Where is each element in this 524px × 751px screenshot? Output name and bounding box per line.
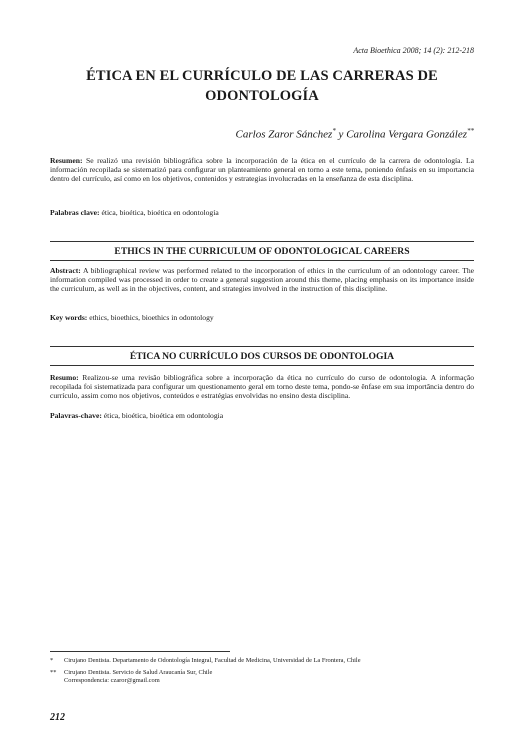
section-divider-bottom (50, 365, 474, 366)
spanish-abstract-label: Resumen: (50, 156, 83, 165)
footnote-2 (50, 669, 474, 685)
author-2-mark: ** (467, 127, 474, 135)
footnote-1-text: Cirujano Dentista. Departamento de Odontología Integral, Facultad de Medicina, Universidad de La Frontera, Chile (64, 657, 361, 664)
footnote-2-text: Cirujano Dentista. Servicio de Salud Araucanía Sur, Chile (64, 669, 213, 676)
english-keywords (50, 313, 474, 322)
author-1-name: Carlos Zaror Sánchez (235, 128, 333, 141)
portuguese-abstract-label: Resumo: (50, 373, 79, 382)
footnote-divider (50, 651, 230, 652)
section-divider-top (50, 346, 474, 347)
spanish-keywords (50, 208, 474, 217)
spanish-keywords-text: ética, bioética, bioética en odontología (99, 208, 219, 217)
footnote-2-mark: ** (50, 669, 57, 676)
portuguese-heading: ÉTICA NO CURRÍCULO DOS CURSOS DE ODONTOLOGIA (129, 351, 395, 362)
portuguese-keywords (50, 411, 474, 420)
english-heading: ETHICS IN THE CURRICULUM OF ODONTOLOGICAL CAREERS (114, 246, 410, 257)
spanish-abstract (50, 156, 474, 184)
portuguese-abstract-text: Realizou-se uma revisão bibliográfica sobre a incorporação da ética no currículo do curso de odontologia. A informação recopilada foi sistematizada para configurar um questionamento geral em torno deste tema, pondo-se ênfase em sua importância dentro do currículo, assim como nos objetivos, conteúdos e estratégias envolvidas no ensino desta disciplina. (50, 373, 474, 401)
spanish-keywords-label: Palabras clave: (50, 208, 100, 217)
spanish-abstract-text: Se realizó una revisión bibliográfica sobre la incorporación de la ética en el currículo de la carrera de odontología. La información recopilada se sistematizó para configurar un planteamiento general en torno a este tema, poniendo énfasis en su importancia dentro del currículo, así como en los objetivos, contenidos y estrategias involucradas en la enseñanza de esta disciplina. (50, 156, 474, 184)
section-divider-bottom (50, 260, 474, 261)
author-2-name: Carolina Vergara González (346, 128, 467, 141)
author-connector: y (335, 128, 347, 141)
section-divider-top (50, 241, 474, 242)
footnote-1 (50, 657, 474, 665)
author-1-mark: * (332, 127, 336, 135)
english-keywords-label: Key words: (50, 313, 88, 322)
english-abstract-text: A bibliographical review was performed related to the incorporation of ethics in the curriculum of an odontology career. The information compiled was processed in order to create a general suggestion around this theme, placing emphasis on its importance inside the curriculum, as well as in the objectives, content, and strategies involved in the instruction of this discipline. (50, 266, 474, 294)
journal-reference: Acta Bioethica 2008; 14 (2): 212-218 (353, 46, 474, 55)
english-keywords-text: ethics, bioethics, bioethics in odontology (87, 313, 214, 322)
paper-title-line-2: ODONTOLOGÍA (205, 88, 319, 104)
portuguese-keywords-label: Palavras-chave: (50, 411, 102, 420)
page-number: 212 (50, 712, 65, 723)
portuguese-keywords-text: ética, bioética, bioética em odontologia (101, 411, 224, 420)
english-abstract (50, 266, 474, 294)
paper-title-line-1: ÉTICA EN EL CURRÍCULO DE LAS CARRERAS DE (86, 68, 438, 84)
english-abstract-label: Abstract: (50, 266, 81, 275)
portuguese-abstract (50, 373, 474, 401)
paper-title (50, 66, 474, 106)
footnote-2-correspondence: Correspondencia: czaror@gmail.com (64, 677, 160, 684)
author-line (236, 127, 474, 141)
footnote-1-mark: * (50, 657, 54, 664)
